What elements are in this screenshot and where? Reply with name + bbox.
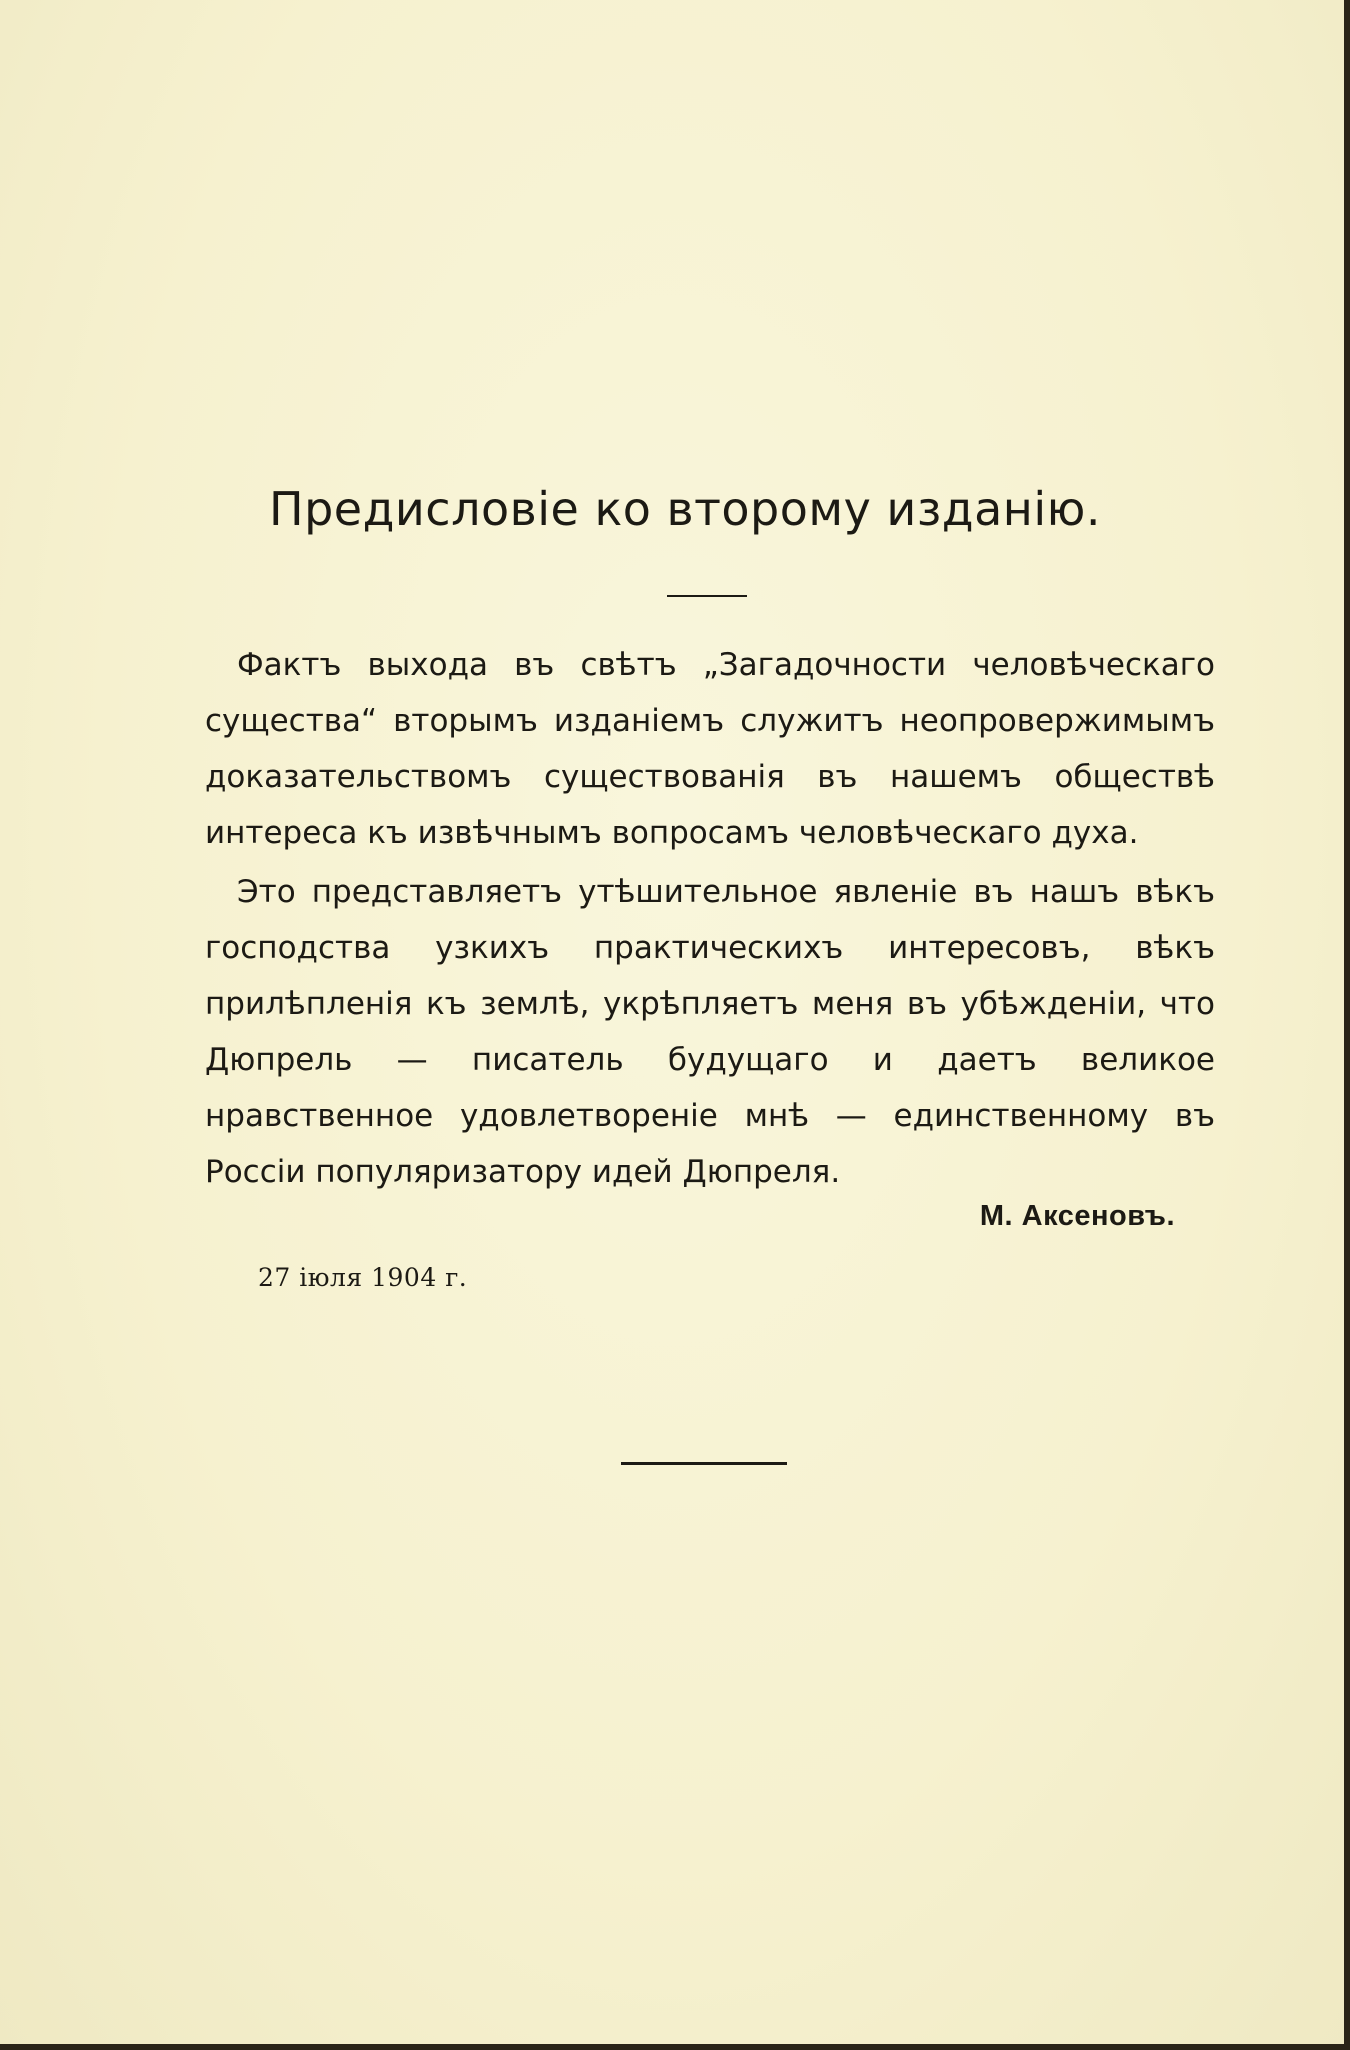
title-divider bbox=[667, 595, 747, 597]
page-title: Предисловіе ко второму изданію. bbox=[269, 482, 1101, 536]
preface-body bbox=[205, 637, 1215, 1200]
paragraph-2: Это представляетъ утѣшительное явленіе въ нашъ вѣкъ господства узкихъ практическихъ интересовъ, вѣкъ прилѣпленія къ землѣ, укрѣпляетъ меня въ убѣжденіи, что Дюпрель — писатель будущаго и даетъ великое нравственное удовлетвореніе мнѣ — единственному въ Россіи популяризатору идей Дюпреля. bbox=[205, 874, 1215, 1190]
scan-edge-right bbox=[1344, 0, 1350, 2050]
date-line: 27 іюля 1904 г. bbox=[258, 1263, 468, 1292]
author-signature: М. Аксеновъ. bbox=[979, 1200, 1175, 1232]
scan-edge-bottom bbox=[0, 2044, 1350, 2050]
paragraph-1: Фактъ выхода въ свѣтъ „Загадочности человѣческаго существа“ вторымъ изданіемъ служитъ неопровержимымъ доказательствомъ существованія въ нашемъ обществѣ интереса къ извѣчнымъ вопросамъ человѣческаго духа. bbox=[205, 647, 1215, 851]
closing-divider bbox=[621, 1462, 787, 1465]
